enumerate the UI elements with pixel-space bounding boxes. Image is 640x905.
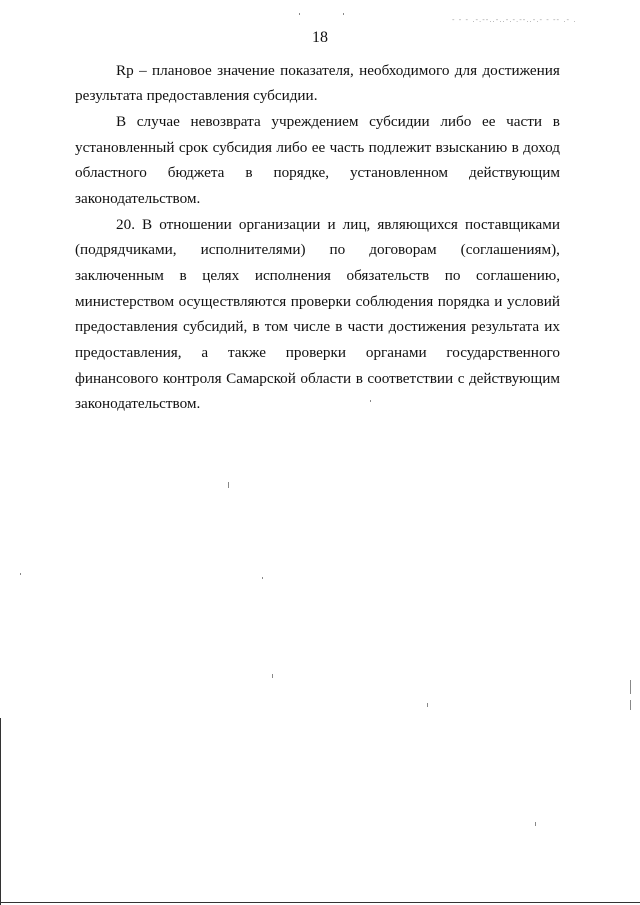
text-line: заключенным в целях исполнения обязательств по соглашению, (75, 267, 560, 284)
text-line: предоставления субсидий, в том числе в части достижения результата их (75, 318, 560, 335)
scan-speck (343, 13, 344, 15)
text-line: предоставления, а также проверки органами государственного (75, 344, 560, 361)
text-line: 20. В отношении организации и лиц, являющихся поставщиками (116, 216, 560, 233)
text-line: установленный срок субсидия либо ее часть подлежит взысканию в доход (75, 139, 560, 156)
text-line: законодательством. (75, 190, 201, 207)
text-line: министерством осуществляются проверки соблюдения порядка и условий (75, 293, 560, 310)
scan-edge-line (0, 902, 640, 903)
scan-speck (370, 400, 371, 402)
scan-speck (427, 703, 428, 707)
text-line: финансового контроля Самарской области в соответствии с действующим (75, 370, 560, 387)
text-line: областного бюджета в порядке, установленном действующим (75, 164, 560, 181)
text-line: (подрядчиками, исполнителями) по договорам (соглашениям), (75, 241, 560, 258)
scan-speck (272, 674, 273, 678)
scan-speck (262, 577, 263, 579)
scan-edge-line (0, 718, 1, 905)
page-number: 18 (312, 29, 328, 46)
scan-speck (299, 13, 300, 15)
scan-speck (228, 482, 229, 488)
text-line: В случае невозврата учреждением субсидии либо ее части в (116, 113, 560, 130)
scan-speck (20, 573, 21, 575)
text-line: Rp – плановое значение показателя, необходимого для достижения (116, 62, 560, 79)
scan-speck (630, 700, 631, 710)
scan-speck (630, 680, 631, 694)
scan-speck (535, 822, 536, 826)
scan-header-mark: - - - .-.--..-..-.-.--..-.- - -- .- . (452, 16, 577, 24)
text-line: законодательством. (75, 395, 201, 412)
text-line: результата предоставления субсидии. (75, 87, 318, 104)
